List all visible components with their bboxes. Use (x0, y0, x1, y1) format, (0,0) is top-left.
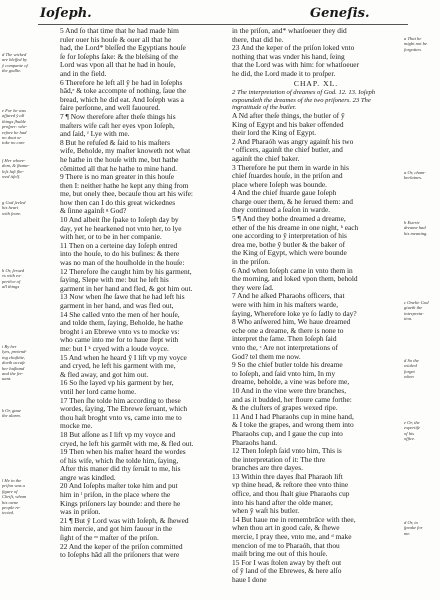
margin-note-line: uant. (2, 376, 12, 382)
margin-note-line: figure of (2, 488, 18, 494)
margin-note-line: ſpeake for (404, 525, 423, 531)
text-line: 14 She called vnto the men of her houſe, (60, 310, 180, 319)
margin-note (2, 268, 56, 290)
text-line: interpret the ſame. Then Ioſeph ſaid (232, 335, 337, 344)
margin-note (2, 200, 56, 216)
text-line: 6 Therefore he left all ŷ he had in Ioſephs (60, 78, 183, 87)
text-line: Kings priſoners lay bounde: and there he (60, 499, 181, 508)
text-line: ſight of the ᵐ maſter of the priſon. (60, 534, 159, 543)
margin-note-line: e For he was (2, 108, 26, 113)
margin-note-line: e Or, the (404, 420, 420, 425)
margin-note-line: d So the (404, 358, 419, 363)
text-line: Lord was vpon all that he had in houſe, (60, 61, 176, 70)
text-line: in the priſon, and* whatſoeuer they did (232, 27, 347, 35)
margin-note-line: ŷ companie of (2, 62, 28, 68)
text-line: & the cluſters of grapes wexed ripe. (232, 404, 338, 413)
margin-note-line: toke no care (2, 140, 25, 146)
text-line: cōmitted all that he hathe to mine hand. (60, 164, 177, 173)
text-line: thou haſt broght vnto vs, came into me to (60, 413, 182, 422)
text-line: faire perſonne, and well fauoured. (60, 104, 161, 113)
text-line: who came into me for to haue ſlept with (60, 336, 179, 345)
text-line: mencion of me to Pharaóh, that thou (232, 541, 340, 550)
text-line: Pharaohs cup, and I gaue the cup into (232, 429, 343, 438)
text-line: cryed, he left his garmēt with me, & fled out. (60, 439, 194, 448)
margin-note-line: wicked (404, 363, 417, 369)
margin-note (2, 478, 56, 516)
margin-note-line: expertiſe (404, 425, 421, 431)
text-line: 18 But aſſone as I lift vp my voyce and (60, 430, 176, 439)
text-line: drea me, bothe ŷ butler & the baker of (232, 240, 346, 249)
text-line: him mercie, and got him fauour in the (60, 525, 173, 534)
text-line: wordes, ſaying, The Ebrewe ſeruant, which (60, 405, 188, 414)
margin-note-line: doeth accuſe (2, 360, 26, 366)
margin-note-line: when (404, 374, 414, 380)
text-line: 10 And in the vine were thre branches, (232, 386, 347, 395)
text-line: the morning, and loked vpon them, behold (232, 275, 358, 284)
margin-note-line: periēce of (2, 278, 21, 284)
text-line: into his hand after the olde maner, (232, 498, 333, 507)
margin-note-line: a That he (404, 36, 422, 41)
text-line: 7 ¶ Now therefore after theſe things his (60, 112, 176, 121)
margin-note-line: g God ſeeled (2, 200, 26, 205)
text-line: one according to ŷ interpretation of his (232, 232, 347, 241)
text-line: there, that did he. (232, 35, 284, 44)
text-line: of ŷ land of the Ebrewes, & here alſo (232, 567, 342, 576)
text-line: 4 And the chief ſtuarde gaue Ioſeph (232, 189, 337, 198)
text-line: Pharaohs hand. (232, 438, 278, 447)
text-line: 21 ¶ But ŷ Lord was with Ioſeph, & ſhewed (60, 516, 189, 525)
text-line: 23 And the keper of the priſon loked vnto (232, 44, 355, 53)
margin-note-line: her huſband (2, 365, 25, 371)
text-line: 17 Then ſhe tolde him according to these (60, 396, 181, 405)
text-line: & ſinne againſt ᵍ God? (60, 207, 127, 216)
text-line: garment in her hand and fled, & got him out. (60, 284, 193, 293)
text-line: he did, the Lord made it to proſper. (232, 69, 336, 78)
margin-note-line: his owne (2, 499, 19, 505)
text-line: 12 Therefore ſhe caught him by his garment, (60, 267, 192, 276)
margin-note-line: forget (404, 368, 415, 374)
margin-note-line: office. (404, 436, 416, 442)
margin-note-line: and the ſer- (2, 371, 24, 377)
margin-note (2, 408, 56, 419)
text-line: 15 And when he heard ŷ I lift vp my voyce (60, 353, 187, 362)
text-line: ſaying, Wherefore loke ye ſo ſadly to day? (232, 309, 357, 318)
text-line: After this maner did thy ſeruāt to me, his (60, 465, 181, 474)
text-line: vp thine head, & reſtore thee vnto thine (232, 481, 349, 490)
text-line: 12 Then Ioſeph ſaid vnto him, This is (232, 447, 342, 456)
text-line: charge ouer them, & he ſerued them: and (232, 197, 353, 206)
running-header-left: Ioſeph. (40, 6, 92, 21)
text-line: 13 Now when ſhe ſawe that he had left his (60, 293, 185, 302)
margin-note-line: vs with ex- (2, 273, 22, 279)
margin-note-line: his heart (2, 205, 19, 211)
text-line: 7 And he aſked Pharaohs officers, that (232, 292, 345, 301)
text-line: then I: neither hathe he kept any thing from (60, 181, 189, 190)
text-line: chief ſtuardes houſe, in the priſon and (232, 172, 343, 181)
text-line: their lord the King of Egypt. (232, 129, 317, 138)
text-line: he hathe in the houſe with me, but hathe (60, 155, 179, 164)
margin-note-line: things ſhulde (2, 118, 26, 124)
text-line: & fled away, and got him out. (60, 370, 149, 379)
margin-note (404, 220, 440, 236)
margin-note-line: leſs luſt ſhe- (2, 168, 24, 174)
text-line: ruler ouer his houſe & ouer all that he (60, 35, 172, 44)
margin-note-line: proſper: whe- (2, 124, 28, 130)
text-line: 9 So the chief butler tolde his dreame (232, 361, 343, 370)
text-line: how then can I do this great wickednes (60, 198, 176, 207)
text-line: vnto the, ᶜ Are not interpretations of (232, 343, 338, 352)
chapter-39-end (232, 27, 400, 79)
text-line: into the houſe, to do his buſines: & there (60, 250, 180, 259)
chapter-40-text (232, 112, 400, 585)
text-line: with her, or to be in her companie. (60, 233, 162, 242)
margin-note (404, 358, 440, 380)
text-line: of his wife, which ſhe tolde him, ſaying, (60, 456, 179, 465)
text-line: 20 And Ioſephs maſter toke him and put (60, 482, 178, 491)
text-line: ᵃ officers, againſt the chief butler, and (232, 146, 343, 155)
margin-note-line: refore he had (2, 129, 27, 135)
text-line: me: but I ᵏ cryed with a loude voyce. (60, 344, 169, 353)
summary-line: expoundeth the dreames of the two priſoners. 23 The (232, 96, 371, 104)
text-line: mercie, I pray thee, vnto me, and ᵈ make (232, 533, 352, 542)
margin-note (2, 344, 56, 382)
text-line: the interpretation of it: The thre (232, 455, 326, 464)
margin-note-line: h Or, ſerued (2, 268, 25, 273)
margin-note-line: his meaning. (404, 230, 428, 236)
text-line: King of Egypt and his baker offended (232, 120, 344, 129)
text-line: had, the Lord* bleſſed the Egyptians houſe (60, 44, 186, 53)
text-line: and ſaid, ᶠ Lye with me. (60, 130, 130, 139)
text-line: 5 And ſo that time that he had made him (60, 27, 179, 35)
text-line: in the priſon. (232, 258, 270, 267)
text-line: hād,ᵉ & toke accompte of nothing, ſaue the (60, 87, 187, 96)
text-line: 10 And albeit ſhe ſpake to Ioſeph day by (60, 216, 179, 225)
text-line: me, but onely thee, becauſe thou art his wife: (60, 190, 193, 199)
margin-note-line: forgotten. (404, 46, 422, 52)
text-line: God? tel them me now. (232, 352, 301, 361)
margin-note-line: giueth the (404, 305, 423, 311)
text-line: and in the field. (60, 69, 107, 78)
text-line: A Nd after theſe things, the butler of ŷ (232, 111, 345, 120)
right-text-column (232, 27, 400, 585)
text-line: haue I done (232, 576, 267, 584)
text-line: ſe for Ioſephs ſake: & the bleſsing of the (60, 52, 179, 61)
chapter-summary (232, 89, 400, 112)
text-line: and cryed, he left his garment with me, (60, 362, 176, 371)
text-line: bread, which he did eat. And Ioſeph was a (60, 95, 184, 104)
margin-note-line: people re- (2, 505, 21, 511)
margin-note-line: dreame had (404, 225, 426, 231)
margin-note-line: ing chaſtitie, (2, 354, 26, 360)
text-line: when thou art in good caſe, & ſhewe (232, 524, 340, 533)
margin-note-line: d Or, to (404, 520, 418, 525)
text-line: ſaying, Slepe with me: but he left his (60, 276, 169, 285)
margin-note-line: iected. (2, 510, 15, 516)
margin-note-line: the godlie. (2, 68, 22, 74)
text-line: 8 But he refuſed & ſaid to his maſters (60, 138, 171, 147)
text-line: angre was kindled. (60, 473, 116, 482)
text-line: that the Lord was with him: for whatſoeuer (232, 61, 360, 70)
margin-note-line: l He in the (2, 478, 22, 483)
margin-note-line: dom, & ſhame- (2, 163, 30, 169)
text-line: when ŷ waſt his butler. (232, 507, 300, 516)
margin-note-line: with feare. (2, 210, 22, 216)
left-text-column (60, 27, 226, 560)
text-line: mocke me. (60, 422, 93, 431)
text-line: 6 And when Ioſeph came in vnto them in (232, 266, 353, 275)
margin-note-line: i By her (2, 344, 17, 349)
margin-note-line: the alarm. (2, 413, 21, 419)
margin-note (2, 108, 56, 146)
margin-note-line: b Euerie (404, 220, 420, 225)
text-line: dreame, beholde, a vine was before me, (232, 378, 350, 387)
text-line: 22 And the keper of the priſon committed (60, 542, 183, 551)
text-line: were with him in his maſters warde, (232, 301, 339, 309)
text-line: 15 For I was ſtolen away by theft out (232, 558, 342, 567)
text-line: nothing that was vnder his hand, ſeing (232, 52, 345, 61)
margin-note-line: f Her whore- (2, 158, 26, 163)
text-line: 16 So ſhe layed vp his garment by her, (60, 379, 174, 388)
margin-note-line: of his (404, 430, 415, 436)
text-line: 11 And I had Pharaohs cup in mine hand, (232, 412, 354, 421)
margin-note (2, 52, 56, 74)
summary-line: ingratitude of the butler. (232, 104, 297, 112)
text-line: the King of Egypt, which were bounde (232, 249, 347, 258)
margin-note-line: are bleſſed by (2, 57, 28, 63)
text-line: to Ioſeph, and ſaid vnto him, In my (232, 369, 336, 378)
text-line: branches are thre dayes. (232, 464, 303, 473)
text-line: 9 There is no man greater in this houſe (60, 173, 174, 182)
text-line: and as it budded, her floure came forthe: (232, 395, 352, 404)
text-line: to Ioſephs hād all the priſoners that were (60, 551, 180, 560)
margin-note-line: a Or, cham- (404, 170, 426, 175)
margin-note (404, 520, 440, 536)
text-line: maiſt bring me out of this houſe. (232, 550, 328, 559)
text-line: 14 But haue me in remembrāce with thee, (232, 515, 356, 524)
summary-line: 2 The interpretation of dreames of God. 12. 13. Ioſeph (232, 89, 376, 97)
margin-note-line: lyes, pretend- (2, 349, 27, 355)
margin-note-line: c Onelie God (404, 300, 429, 305)
text-line: 11 Then on a certeine day Ioſeph entred (60, 241, 178, 250)
margin-note-line: me. (404, 530, 411, 536)
margin-note-line: priſon was a (2, 483, 25, 489)
margin-note (404, 170, 440, 181)
text-line: 5 ¶ And they bothe dreamed a dreame, (232, 215, 346, 224)
text-line: him in ˡ priſon, in the place where the (60, 491, 171, 500)
text-line: garment in her hand, and was fled out, (60, 302, 174, 310)
margin-note (404, 36, 440, 52)
text-line: they were ſad. (232, 283, 274, 292)
text-line: vntil her lord came home. (60, 387, 137, 396)
margin-note-line: tion. (404, 316, 413, 322)
margin-note-line: k Or, gaue (2, 408, 22, 413)
margin-note (404, 300, 440, 322)
text-line: day, yet he hearkened not vnto her, to lye (60, 224, 182, 233)
text-line: & I toke the grapes, and wrong them into (232, 421, 354, 430)
chapter-heading: CHAP. XL. (293, 78, 339, 88)
margin-note-line: aſſured ŷ all (2, 113, 25, 119)
margin-note-line: all things (2, 284, 20, 290)
text-line: was no man of the houſholde in the houſe: (60, 259, 185, 268)
text-line: eche one a dreame, & there is none to (232, 326, 344, 335)
text-line: office, and thou ſhalt giue Pharaohs cup (232, 490, 350, 499)
margin-note-line: berlaines. (404, 175, 423, 181)
text-line: ether of the his dreame in one night, ᵇ each (232, 223, 359, 232)
text-line: place where Ioſeph was bounde. (232, 180, 328, 189)
text-line: and tolde them, ſaying, Beholde, he hathe (60, 319, 183, 328)
text-line: 3 Therefore he put them in warde in his (232, 163, 349, 172)
margin-note-line: wed itſelf. (2, 174, 21, 180)
margin-note-line: interpreta- (404, 310, 424, 316)
margin-note (2, 158, 56, 180)
running-header-right: Geneſis. (310, 6, 370, 21)
margin-note (404, 420, 440, 442)
margin-note-line: d The wicked (2, 52, 27, 57)
text-line: they continued a ſeaſon in warde. (232, 206, 331, 215)
text-line: was in priſon. (60, 508, 101, 517)
text-line: wife, Beholde, my maſter knoweth not what (60, 147, 191, 156)
text-line: 2 And Pharaóh was angry againſt his two (232, 137, 354, 146)
text-line: 13 Within thre dayes ſhal Pharaoh lift (232, 472, 343, 481)
margin-note-line: might not be (404, 41, 427, 47)
text-line: maſters wife caſt her eyes vpon Ioſeph, (60, 121, 175, 130)
text-line: 19 Then when his maſter heard the wordes (60, 448, 186, 457)
header-rule (38, 24, 408, 25)
text-line: againſt the chief baker. (232, 154, 300, 163)
text-line: broght i an Ebrewe vnto vs to mocke vs: (60, 327, 180, 336)
text-line: 8 Who anſwered him, We haue dreamed (232, 318, 351, 327)
margin-note-line: Chriſt, whom (2, 494, 27, 500)
margin-note-line: no dout or (2, 135, 22, 141)
